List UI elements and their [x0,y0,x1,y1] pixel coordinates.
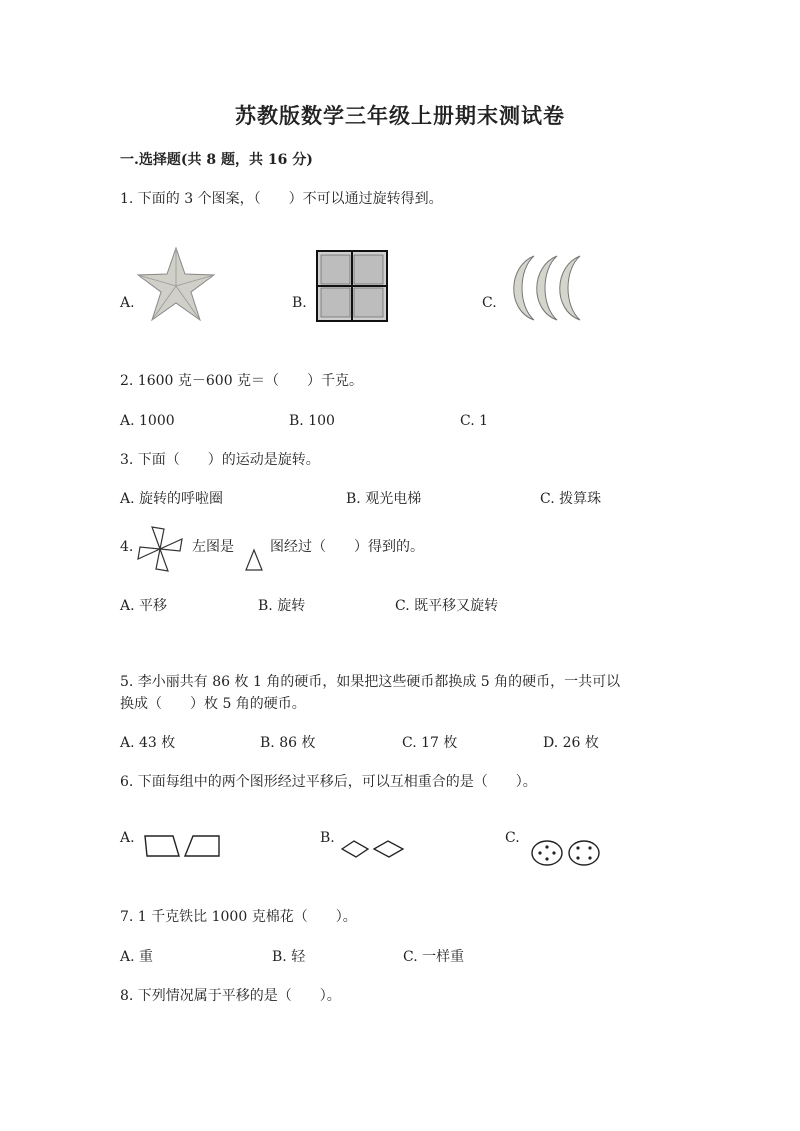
question-6-stem: 6. 下面每组中的两个图形经过平移后，可以互相重合的是（ ）。 [120,774,537,790]
question-1-option-a[interactable]: A. [120,295,135,311]
question-7-stem: 7. 1 千克铁比 1000 克棉花（ ）。 [120,909,357,925]
question-4-option-b[interactable]: B. 旋转 [258,598,306,614]
question-4-option-a[interactable]: A. 平移 [120,598,168,614]
question-7-option-a[interactable]: A. 重 [120,949,154,965]
section-heading: 一.选择题(共 8 题，共 16 分) [120,152,313,168]
question-6-option-b[interactable]: B. [320,830,335,846]
question-5-option-d[interactable]: D. 26 枚 [543,735,599,751]
question-6-option-c[interactable]: C. [505,830,520,846]
question-4-option-c[interactable]: C. 既平移又旋转 [395,598,499,614]
question-8-stem: 8. 下列情况属于平移的是（ ）。 [120,988,341,1004]
question-4-mid-text: 左图是 [192,539,234,555]
rhombus-pair-figure [340,838,406,860]
question-3-stem: 3. 下面（ ）的运动是旋转。 [120,452,320,468]
pinwheel-figure [138,525,184,573]
question-2-option-a[interactable]: A. 1000 [120,413,175,429]
square-grid-figure [316,250,388,322]
question-7-option-b[interactable]: B. 轻 [272,949,306,965]
question-1-stem: 1. 下面的 3 个图案，（ ）不可以通过旋转得到。 [120,191,443,207]
question-4-number: 4. [120,539,134,555]
question-4-end-text: 图经过（ ）得到的。 [270,539,424,555]
question-2-option-b[interactable]: B. 100 [289,413,335,429]
triangle-figure [244,548,264,572]
question-6-option-a[interactable]: A. [120,830,135,846]
circle-pair-figure [530,838,602,868]
question-2-stem: 2. 1600 克－600 克＝（ ）千克。 [120,373,364,389]
question-7-option-c[interactable]: C. 一样重 [403,949,465,965]
question-3-option-c[interactable]: C. 拨算珠 [540,491,602,507]
question-5-stem-line2: 换成（ ）枚 5 角的硬币。 [120,696,306,712]
question-3-option-a[interactable]: A. 旋转的呼啦圈 [120,491,224,507]
page-title: 苏教版数学三年级上册期末测试卷 [235,103,565,128]
star-figure [138,246,216,322]
question-1-option-c[interactable]: C. [482,295,497,311]
question-5-option-b[interactable]: B. 86 枚 [260,735,316,751]
question-1-option-b[interactable]: B. [292,295,307,311]
question-2-option-c[interactable]: C. 1 [460,413,489,429]
trapezoid-pair-figure [143,834,223,860]
question-5-option-a[interactable]: A. 43 枚 [120,735,176,751]
question-3-option-b[interactable]: B. 观光电梯 [346,491,422,507]
crescent-moons-figure [504,254,586,322]
question-5-stem-line1: 5. 李小丽共有 86 枚 1 角的硬币，如果把这些硬币都换成 5 角的硬币，一共可以 [120,674,621,690]
question-5-option-c[interactable]: C. 17 枚 [402,735,458,751]
